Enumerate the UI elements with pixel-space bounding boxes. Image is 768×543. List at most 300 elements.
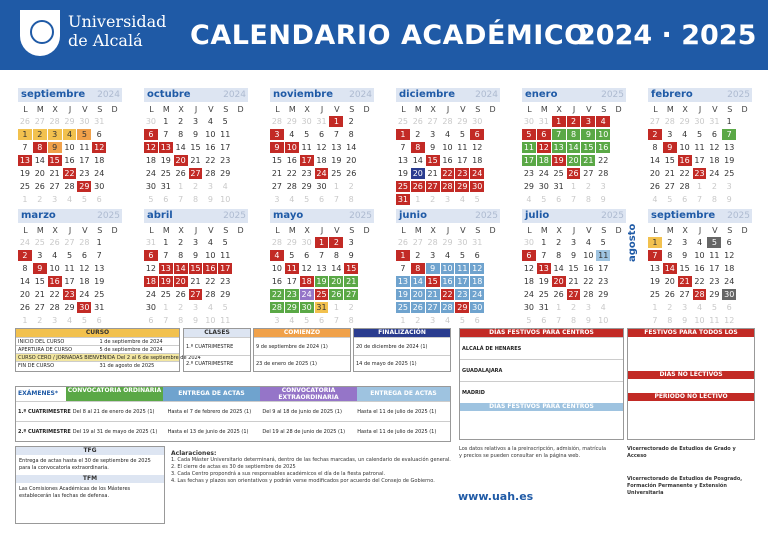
month-name: septiembre 2025 (648, 209, 752, 223)
day-cell: 19 (160, 277, 171, 286)
day-cell: 4 (207, 117, 213, 126)
day-cell: 3 (270, 129, 284, 140)
day-cell: 14 (34, 156, 45, 165)
weekday-label: J (572, 105, 576, 114)
day-cell: 14 (175, 143, 186, 152)
website-link[interactable]: www.uah.es (458, 490, 534, 503)
day-cell: 11 (523, 143, 535, 152)
day-cell: 21 (427, 169, 438, 178)
weekday-label: D (489, 105, 496, 114)
day-cell: 6 (318, 316, 325, 325)
day-cell: 30 (79, 303, 90, 312)
curso-cell: APERTURA DE CURSO (18, 347, 73, 353)
day-cell: 6 (81, 251, 87, 260)
month-enero-2025 (522, 88, 626, 204)
day-cell: 9 (48, 142, 62, 153)
day-cell: 29 (79, 182, 90, 191)
exam-q1-ord: Del 8 al 21 de enero de 2025 (1) (72, 409, 155, 415)
curso-row (16, 337, 179, 345)
weekday-label: D (741, 226, 748, 235)
day-cell: 6 (726, 238, 732, 247)
day-cell: 20 (412, 169, 423, 178)
day-cell: 6 (318, 195, 325, 204)
day-cell: 13 (94, 264, 105, 273)
weekday-label: S (727, 226, 733, 235)
day-cell: 1 (648, 237, 662, 248)
day-cell: 4 (696, 303, 703, 312)
day-cell: 3 (726, 182, 732, 191)
day-cell: 19 (397, 169, 409, 178)
day-cell: 1 (163, 238, 169, 247)
day-cell: 19 (649, 277, 661, 286)
day-cell: 23 (694, 169, 705, 178)
day-cell: 16 (442, 156, 453, 165)
day-cell: 21 (664, 169, 675, 178)
day-cell: 8 (711, 195, 717, 204)
day-cell: 4 (63, 129, 77, 140)
day-cell: 31 (397, 195, 409, 204)
day-cell: 1 (415, 195, 421, 204)
day-cell: 5 (600, 238, 606, 247)
day-cell: 9 (430, 143, 436, 152)
day-cell: 9 (581, 129, 595, 140)
month-year: 2025 (601, 90, 624, 100)
weekday-label: L (23, 226, 28, 235)
aclaracion-4: 4. Las fechas y plazos son orientativos y podrán verse modificados por acuerdo del Consejo de Gobierno. (171, 478, 435, 484)
day-cell: 17 (598, 264, 609, 273)
day-cell: 24 (316, 169, 327, 178)
weekday-label: M (540, 226, 548, 235)
day-cell: 7 (541, 251, 547, 260)
day-cell: 5 (304, 130, 310, 139)
day-cell: 18 (94, 156, 105, 165)
curso-cell: Del 2 al 6 de septiembre de 2024 (117, 355, 201, 361)
day-cell: 20 (175, 156, 186, 165)
day-cell: 14 (568, 143, 579, 152)
day-cell: 3 (430, 130, 436, 139)
day-cell: 5 (289, 251, 295, 260)
day-cell: 13 (538, 264, 549, 273)
day-cell: 17 (523, 156, 535, 165)
weekday-label: V (334, 105, 340, 114)
day-cell: 17 (79, 156, 90, 165)
tfg-header: TFG (16, 447, 164, 455)
page-title: CALENDARIO ACADÉMICO (190, 20, 588, 51)
day-cell: 31 (472, 238, 483, 247)
day-cell: 10 (442, 143, 453, 152)
weekday-label: X (304, 226, 310, 235)
day-cell: 22 (205, 156, 216, 165)
weekday-label: S (97, 105, 103, 114)
weekday-label: L (527, 226, 532, 235)
tfm-text: Las Comisiones Académicas de los Másteres establecerán las fechas de defensa. (19, 486, 131, 499)
day-cell: 20 (175, 277, 186, 286)
day-cell: 25 (34, 238, 45, 247)
day-cell: 28 (205, 290, 216, 299)
day-cell: 2 (37, 195, 43, 204)
day-cell: 11 (709, 316, 720, 325)
day-cell: 20 (664, 277, 675, 286)
festivos-alcala: ALCALÁ DE HENARES (462, 346, 522, 352)
weekday-label: V (460, 105, 466, 114)
academic-years: 2024 · 2025 (577, 20, 757, 51)
day-cell: 17 (457, 277, 468, 286)
day-cell: 30 (538, 182, 549, 191)
day-cell: 30 (145, 182, 157, 191)
aclaracion-2: 2. El cierre de actas es 30 de septiembre de 2025 (171, 464, 296, 470)
day-cell: 6 (144, 250, 158, 261)
day-cell: 21 (679, 277, 690, 286)
day-cell: 11 (301, 143, 312, 152)
month-name: junio 2025 (396, 209, 500, 223)
weekday-label: M (540, 105, 548, 114)
day-cell: 10 (694, 316, 705, 325)
weekday-label: S (223, 105, 229, 114)
day-cell: 5 (711, 303, 717, 312)
day-cell: 12 (79, 264, 90, 273)
day-cell: 16 (271, 277, 283, 286)
weekday-label: L (653, 105, 658, 114)
day-cell: 2 (711, 182, 717, 191)
day-cell: 9 (348, 251, 354, 260)
day-cell: 12 (301, 264, 312, 273)
day-cell: 6 (556, 195, 562, 204)
day-cell: 17 (286, 277, 297, 286)
weekday-label: M (162, 226, 170, 235)
day-cell: 31 (94, 117, 105, 126)
day-cell: 31 (709, 117, 720, 126)
day-cell: 16 (286, 156, 297, 165)
finalizacion-q1: 20 de diciembre de 2024 (1) (356, 344, 428, 350)
month-abril-2025 (144, 209, 248, 325)
day-cell: 27 (34, 117, 45, 126)
day-cell: 10 (220, 195, 231, 204)
day-cell: 20 (34, 169, 45, 178)
vicerrectorado-grado: Vicerrectorado de Estudios de Grado y Acceso (627, 446, 736, 459)
day-cell: 5 (148, 195, 154, 204)
exam-extra-header: CONVOCATORIA EXTRAORDINARIA (260, 387, 357, 401)
day-cell: 1 (333, 182, 339, 191)
day-cell: 2 (348, 182, 354, 191)
weekday-label: D (741, 105, 748, 114)
day-cell: 4 (444, 251, 451, 260)
day-cell: 19 (160, 156, 171, 165)
exam-q1-extra-actas: Hasta el 11 de julio de 2025 (1) (357, 409, 437, 415)
day-cell: 30 (301, 238, 312, 247)
day-cell: 2 (415, 130, 421, 139)
day-cell: 8 (652, 143, 658, 152)
day-cell: 26 (34, 182, 45, 191)
day-cell: 2 (33, 129, 47, 140)
day-cell: 8 (333, 251, 339, 260)
day-cell: 26 (19, 303, 31, 312)
day-cell: 7 (556, 316, 562, 325)
weekday-label: D (111, 226, 118, 235)
day-cell: 16 (205, 264, 216, 273)
day-cell: 17 (301, 156, 312, 165)
clases-q2: 2.º CUATRIMESTRE (186, 361, 234, 367)
exam-q2-extra-actas: Hasta el 11 de julio de 2025 (1) (357, 429, 437, 435)
day-cell: 29 (442, 238, 453, 247)
day-cell: 11 (709, 251, 720, 260)
day-cell: 8 (178, 251, 184, 260)
day-cell: 6 (304, 251, 310, 260)
weekday-label: M (288, 226, 296, 235)
weekday-label: J (320, 226, 324, 235)
day-cell: 2 (348, 117, 354, 126)
day-cell: 4 (289, 130, 295, 139)
day-cell: 8 (667, 316, 673, 325)
month-name: julio 2025 (522, 209, 626, 223)
day-cell: 18 (472, 277, 483, 286)
day-cell: 3 (37, 251, 43, 260)
day-cell: 13 (331, 143, 342, 152)
day-cell: 2 (570, 303, 577, 312)
day-cell: 30 (145, 303, 157, 312)
day-cell: 30 (457, 238, 468, 247)
day-cell: 12 (538, 143, 549, 152)
day-cell: 24 (724, 277, 735, 286)
day-cell: 29 (679, 117, 690, 126)
weekday-label: S (601, 226, 607, 235)
day-cell: 23 (709, 277, 720, 286)
day-cell: 3 (585, 303, 591, 312)
weekday-label: X (178, 105, 184, 114)
day-cell: 21 (190, 277, 201, 286)
weekday-label: D (489, 226, 496, 235)
festivos-guadalajara: GUADALAJARA (462, 368, 503, 374)
day-cell: 1 (396, 129, 410, 140)
curso-cell: 5 de septiembre de 2024 (99, 347, 163, 353)
day-cell: 26 (331, 290, 342, 299)
day-cell: 6 (726, 303, 732, 312)
day-cell: 1 (570, 182, 577, 191)
weekday-label: J (194, 105, 198, 114)
day-cell: 6 (96, 195, 102, 204)
weekday-label: J (446, 105, 450, 114)
weekday-label: L (275, 105, 280, 114)
day-cell: 29 (220, 169, 231, 178)
day-cell: 3 (192, 238, 199, 247)
periodo-no-lectivo-header: PERIODO NO LECTIVO (628, 393, 754, 401)
day-cell: 28 (679, 182, 690, 191)
weekday-label: S (223, 226, 229, 235)
day-cell: 8 (556, 251, 562, 260)
day-cell: 7 (570, 195, 577, 204)
aclaraciones-title: Aclaraciones: (171, 450, 217, 457)
curso-row (16, 361, 179, 369)
day-cell: 29 (286, 238, 297, 247)
day-cell: 14 (412, 156, 423, 165)
day-cell: 22 (64, 169, 75, 178)
festivos-header: DÍAS FESTIVOS PARA CENTROS (460, 329, 623, 337)
day-cell: 1 (333, 303, 339, 312)
tfm-header: TFM (16, 475, 164, 483)
day-cell: 25 (553, 169, 564, 178)
day-cell: 8 (411, 142, 425, 153)
day-cell: 6 (148, 316, 154, 325)
day-cell: 2 (648, 129, 662, 140)
day-cell: 13 (316, 264, 327, 273)
day-cell: 20 (649, 169, 661, 178)
day-cell: 18 (523, 277, 535, 286)
day-cell: 28 (49, 117, 60, 126)
curso-row (16, 353, 201, 361)
day-cell: 16 (583, 264, 594, 273)
day-cell: 4 (526, 195, 532, 204)
day-cell: 26 (397, 238, 409, 247)
day-cell: 4 (652, 195, 658, 204)
day-cell: 4 (222, 182, 228, 191)
weekday-label: S (727, 105, 733, 114)
festivos-todos-header: FESTIVOS PARA TODOS LOS CENTROS (628, 329, 754, 337)
day-cell: 6 (96, 130, 102, 139)
day-cell: 22 (286, 169, 297, 178)
weekday-label: X (178, 226, 184, 235)
day-cell: 4 (207, 303, 213, 312)
day-cell: 16 (49, 277, 60, 286)
day-cell: 8 (348, 195, 354, 204)
clases-table (183, 328, 251, 372)
day-cell: 3 (52, 195, 58, 204)
day-cell: 22 (442, 290, 453, 299)
weekday-label: L (653, 226, 658, 235)
day-cell: 28 (271, 238, 283, 247)
curso-header: CURSO (16, 329, 179, 337)
weekday-label: X (430, 105, 436, 114)
day-cell: 21 (346, 277, 357, 286)
day-cell: 19 (316, 277, 327, 286)
day-cell: 6 (522, 250, 536, 261)
day-cell: 3 (430, 316, 436, 325)
day-cell: 3 (600, 182, 606, 191)
day-cell: 26 (49, 238, 60, 247)
day-cell: 23 (64, 290, 75, 299)
curso-cell: 31 de agosto de 2025 (99, 363, 155, 369)
aclaracion-3: 3. Cada Centro propondrá a sus responsables académicos el día de la fiesta patronal. (171, 471, 386, 477)
weekday-label: V (586, 226, 592, 235)
weekday-label: X (556, 226, 562, 235)
day-cell: 18 (145, 156, 157, 165)
day-cell: 24 (19, 238, 31, 247)
day-cell: 26 (346, 169, 357, 178)
weekday-label: M (666, 105, 674, 114)
day-cell: 15 (664, 156, 675, 165)
day-cell: 31 (94, 303, 105, 312)
day-cell: 21 (49, 169, 60, 178)
weekday-label: V (586, 105, 592, 114)
month-febrero-2025 (648, 88, 752, 204)
day-cell: 23 (286, 290, 297, 299)
day-cell: 30 (523, 238, 535, 247)
day-cell: 21 (190, 156, 201, 165)
day-cell: 7 (22, 143, 28, 152)
day-cell: 29 (457, 117, 468, 126)
weekday-label: D (237, 226, 244, 235)
day-cell: 10 (205, 130, 216, 139)
day-cell: 13 (160, 264, 171, 273)
day-cell: 15 (583, 143, 594, 152)
clases-header: CLASES (184, 329, 250, 337)
day-cell: 29 (598, 290, 609, 299)
day-cell: 10 (442, 264, 453, 273)
vicerrectorado-posgrado: Vicerrectorado de Estudios de Posgrado, Formación Permanente y Extensión Universitaria (627, 476, 743, 496)
day-cell: 2 (667, 238, 673, 247)
day-cell: 5 (222, 238, 228, 247)
day-cell: 4 (66, 195, 73, 204)
exam-q2-extra: Del 19 al 28 de junio de 2025 (1) (262, 429, 346, 435)
day-cell: 2 (178, 238, 184, 247)
comienzo-header: COMIENZO (254, 329, 350, 337)
day-cell: 21 (34, 290, 45, 299)
tfg-text: Entrega de actas hasta el 30 de septiembre de 2025 para la convocatoria extraordinaria. (19, 458, 151, 471)
day-cell: 5 (77, 129, 91, 140)
day-cell: 3 (667, 130, 673, 139)
day-cell: 19 (538, 277, 549, 286)
day-cell: 30 (472, 303, 483, 312)
day-cell: 3 (430, 251, 436, 260)
comienzo-q1: 9 de septiembre de 2024 (1) (256, 344, 328, 350)
day-cell: 28 (442, 303, 453, 312)
day-cell: 9 (570, 251, 577, 260)
day-cell: 5 (522, 129, 536, 140)
day-cell: 22 (679, 169, 690, 178)
day-cell: 15 (427, 156, 438, 165)
day-cell: 14 (346, 143, 357, 152)
weekday-label: D (615, 105, 622, 114)
day-cell: 25 (160, 169, 171, 178)
day-cell: 5 (459, 316, 465, 325)
day-cell: 4 (600, 303, 606, 312)
finalizacion-q2: 14 de mayo de 2025 (1) (356, 361, 417, 367)
exam-q2-ord: Del 19 al 31 de mayo de 2025 (1) (72, 429, 158, 435)
day-cell: 28 (286, 182, 297, 191)
day-cell: 8 (570, 316, 577, 325)
day-cell: 20 (412, 290, 423, 299)
month-julio-2025 (522, 209, 626, 325)
day-cell: 21 (271, 169, 283, 178)
day-cell: 9 (426, 263, 440, 274)
day-cell: 22 (598, 156, 609, 165)
day-cell: 1 (552, 116, 566, 127)
month-year: 2025 (349, 211, 372, 221)
day-cell: 19 (397, 290, 409, 299)
day-cell: 18 (709, 156, 720, 165)
weekday-label: M (288, 105, 296, 114)
day-cell: 31 (316, 303, 327, 312)
day-cell: 24 (472, 169, 483, 178)
day-cell: 29 (523, 182, 535, 191)
day-cell: 8 (22, 264, 28, 273)
day-cell: 12 (523, 264, 535, 273)
day-cell: 12 (472, 264, 483, 273)
day-cell: 25 (331, 169, 342, 178)
day-cell: 3 (48, 129, 62, 140)
day-cell: 7 (400, 264, 406, 273)
day-cell: 6 (541, 316, 547, 325)
day-cell: 5 (526, 316, 532, 325)
day-cell: 7 (163, 251, 169, 260)
day-cell: 5 (222, 117, 228, 126)
day-cell: 11 (220, 130, 231, 139)
day-cell: 3 (274, 316, 280, 325)
day-cell: 5 (81, 195, 87, 204)
day-cell: 10 (49, 264, 60, 273)
day-cell: 6 (537, 129, 551, 140)
day-cell: 10 (205, 316, 216, 325)
day-cell: 2 (667, 303, 673, 312)
month-year: 2024 (97, 90, 120, 100)
